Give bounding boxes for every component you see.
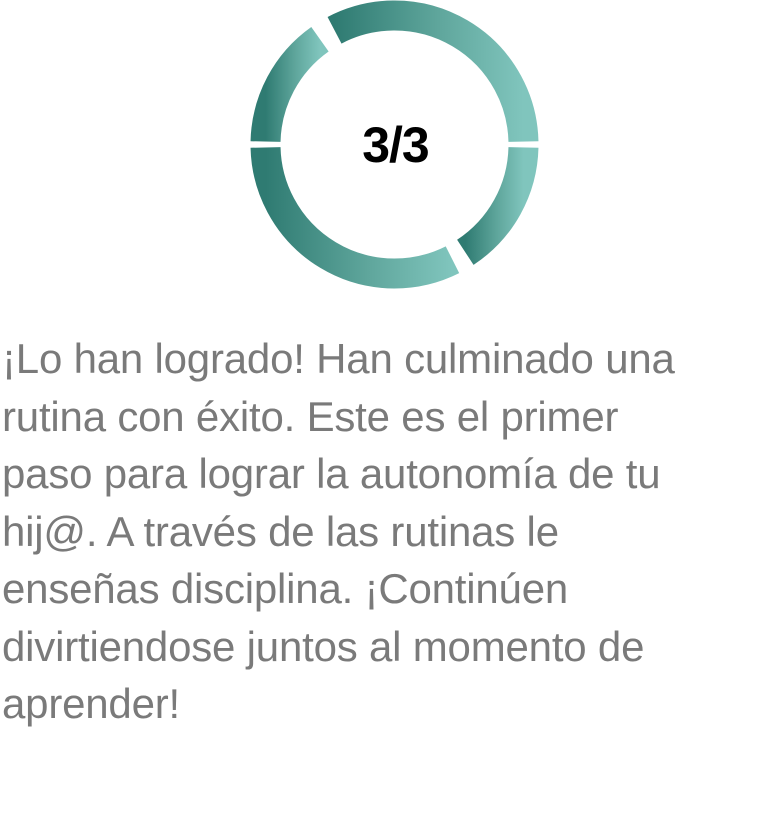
completion-message: ¡Lo han logrado! Han culminado una rutina con éxito. Este es el primer paso para lograr la autonomía de tu hij@. A través de las rutinas le enseñas disciplina. ¡Continúen divirtiendose juntos al momento de aprender!	[2, 335, 675, 727]
progress-count: 3/3	[362, 116, 429, 173]
progress-ring	[250, 0, 539, 289]
